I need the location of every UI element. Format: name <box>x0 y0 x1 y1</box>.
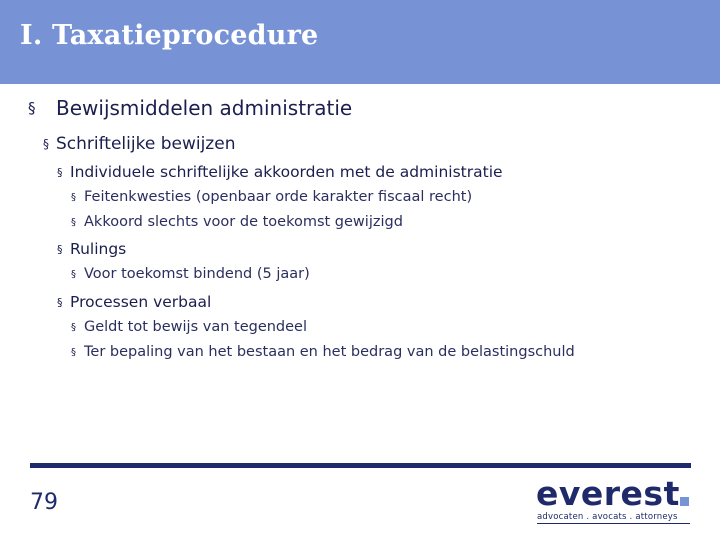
bullet-marker: § <box>71 192 76 203</box>
logo-tagline: advocaten . avocats . attorneys <box>537 512 678 522</box>
bullet-level3 <box>57 240 127 258</box>
logo-square-icon <box>680 497 689 506</box>
bullet-text: Schriftelijke bewijzen <box>56 134 236 154</box>
page-number: 79 <box>30 490 58 515</box>
bullet-text: Processen verbaal <box>70 293 212 311</box>
bullet-text: Akkoord slechts voor de toekomst gewijzigd <box>84 214 403 230</box>
bullet-level4 <box>71 344 575 360</box>
bullet-text: Rulings <box>70 240 127 258</box>
bullet-marker: § <box>71 322 76 333</box>
bullet-level3 <box>57 163 503 181</box>
logo-wordmark: everest <box>536 474 680 513</box>
bullet-marker: § <box>57 243 63 256</box>
bullet-level4 <box>71 319 308 335</box>
bullet-level3 <box>57 293 212 311</box>
slide-title: I. Taxatieprocedure <box>20 20 319 51</box>
bullet-marker: § <box>71 269 76 280</box>
bullet-marker: § <box>28 99 36 117</box>
bullet-level2 <box>43 134 236 154</box>
everest-logo <box>536 476 696 524</box>
bullet-marker: § <box>57 296 63 309</box>
bullet-level1 <box>28 96 353 120</box>
bullet-text: Individuele schriftelijke akkoorden met de administratie <box>70 163 503 181</box>
bullet-marker: § <box>71 217 76 228</box>
bullet-text: Ter bepaling van het bestaan en het bedrag van de belastingschuld <box>84 344 575 360</box>
bullet-level4 <box>71 266 310 282</box>
bullet-text: Geldt tot bewijs van tegendeel <box>84 319 308 335</box>
bullet-level4 <box>71 214 403 230</box>
bullet-marker: § <box>57 166 63 179</box>
bullet-text: Bewijsmiddelen administratie <box>56 96 353 120</box>
footer-rule <box>30 463 691 468</box>
bullet-text: Feitenkwesties (openbaar orde karakter fiscaal recht) <box>84 189 473 205</box>
bullet-marker: § <box>71 347 76 358</box>
bullet-level4 <box>71 189 473 205</box>
logo-underline <box>537 523 690 524</box>
title-bar <box>0 0 720 84</box>
bullet-marker: § <box>43 137 49 151</box>
bullet-text: Voor toekomst bindend (5 jaar) <box>84 266 310 282</box>
